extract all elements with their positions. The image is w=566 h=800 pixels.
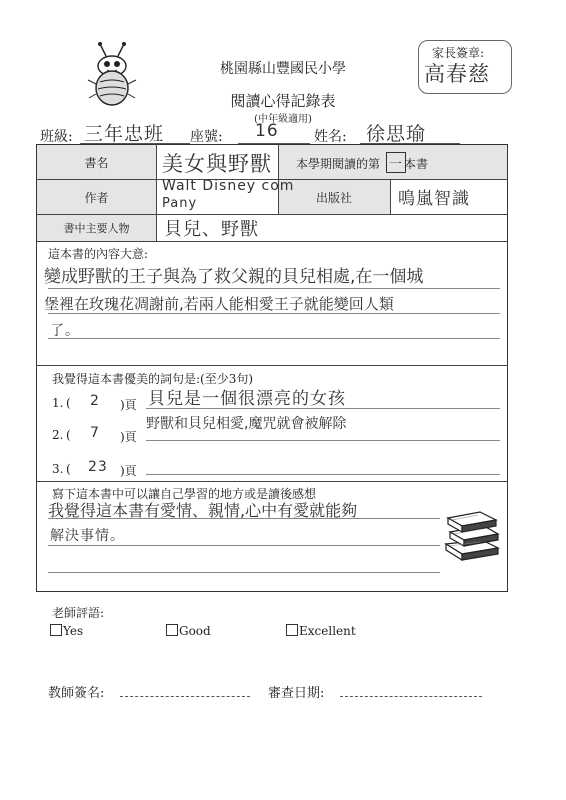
characters-label: 書中主要人物 — [63, 222, 130, 235]
excellent-checkbox[interactable] — [286, 624, 298, 636]
review-date-label: 審查日期: — [268, 686, 325, 701]
seat-value: 16 — [255, 121, 279, 141]
quote-3-page-close: )頁 — [120, 464, 137, 478]
summary-label: 這本書的內容大意: — [48, 247, 149, 261]
quote-1-page-open: ( — [66, 396, 71, 410]
teacher-comment-label: 老師評語: — [52, 606, 105, 620]
parent-signature-label: 家長簽章: — [432, 46, 485, 60]
publisher-label: 出版社 — [315, 191, 352, 205]
option-excellent[interactable] — [286, 624, 356, 638]
publisher-value: 鳴嵐智識 — [398, 189, 470, 209]
school-name: 桃園縣山豐國民小學 — [220, 61, 346, 77]
book-title-value: 美女與野獸 — [162, 152, 272, 176]
author-value-line2: Pany — [162, 196, 198, 211]
form-title: 閱讀心得記錄表 — [230, 92, 336, 110]
good-checkbox[interactable] — [166, 624, 178, 636]
quote-2-page-open: ( — [66, 428, 71, 442]
parent-signature: 高春慈 — [424, 62, 490, 86]
book-count-value: 一 — [386, 152, 406, 173]
quote-1-page-close: )頁 — [120, 398, 137, 412]
summary-line-3: 了。 — [50, 323, 80, 339]
teacher-signature-label: 教師簽名: — [48, 686, 105, 701]
reflection-label: 寫下這本書中可以讓自己學習的地方或是讀後感想 — [52, 487, 317, 501]
grade-note: (中年級適用) — [254, 114, 312, 125]
name-label: 姓名: — [314, 129, 347, 145]
summary-line-2: 堡裡在玫瑰花凋謝前,若兩人能相愛王子就能變回人類 — [44, 295, 394, 313]
quote-1-text: 貝兒是一個很漂亮的女孩 — [148, 389, 346, 409]
quote-3-page-open: ( — [66, 462, 71, 476]
name-value: 徐思瑜 — [366, 123, 427, 145]
book-count-suffix: 本書 — [404, 157, 429, 171]
quote-2-page: 7 — [90, 425, 100, 441]
quote-3-page: 23 — [88, 459, 108, 475]
review-date-line[interactable] — [340, 696, 482, 697]
option-good[interactable] — [166, 624, 211, 638]
excellent-label: Excellent — [299, 624, 356, 638]
author-value-line1: Walt Disney com — [162, 178, 295, 194]
author-label: 作者 — [84, 191, 109, 205]
quotes-label: 我覺得這本書優美的詞句是:(至少3句) — [52, 372, 254, 386]
reflection-line-2: 解決事情。 — [50, 528, 125, 544]
summary-line-1: 變成野獸的王子與為了救父親的貝兒相處,在一個城 — [44, 267, 424, 287]
teacher-signature-line[interactable] — [120, 696, 250, 697]
seat-label: 座號: — [190, 129, 223, 145]
quote-1-page: 2 — [90, 393, 100, 409]
quote-3-number: 3. — [52, 462, 64, 476]
quote-2-text: 野獸和貝兒相愛,魔咒就會被解除 — [146, 416, 347, 432]
good-label: Good — [179, 624, 211, 638]
book-count-prefix: 本學期閱讀的第 — [296, 157, 381, 171]
yes-checkbox[interactable] — [50, 624, 62, 636]
yes-label: Yes — [63, 624, 84, 638]
reflection-line-1: 我覺得這本書有愛情、親情,心中有愛就能夠 — [48, 501, 358, 520]
quote-2-number: 2. — [52, 428, 64, 442]
book-title-label: 書名 — [84, 156, 109, 170]
class-value: 三年忠班 — [84, 123, 165, 145]
class-label: 班級: — [40, 129, 73, 145]
book-stack-icon — [440, 500, 504, 568]
quote-1-number: 1. — [52, 396, 64, 410]
characters-value: 貝兒、野獸 — [164, 219, 259, 240]
quote-2-page-close: )頁 — [120, 430, 137, 444]
option-yes[interactable] — [50, 624, 83, 638]
